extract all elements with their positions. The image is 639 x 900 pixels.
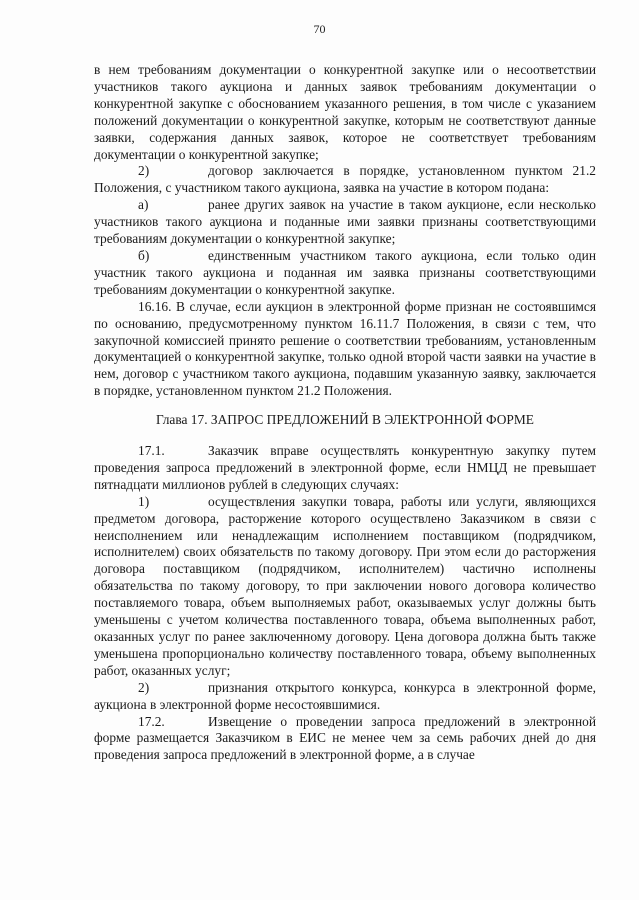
paragraph-text: единственным участником такого аукциона, если только один участник такого аукциона и поданная им заявка признаны соответствующими требованиям документации о конкурентной закупке. [94,247,596,297]
item-number: 17.2. [138,713,165,729]
paragraph-text: признания открытого конкурса, конкурса в электронной форме, аукциона в электронной форме несостоявшимися. [94,679,596,712]
item-number: б) [138,247,150,263]
paragraph-17-2 [94,714,596,765]
paragraph-text: договор заключается в порядке, установленном пунктом 21.2 Положения, с участником такого аукциона, заявка на участие в котором подана: [94,163,596,196]
page-number: 70 [313,22,326,36]
item-number: а) [138,197,149,213]
paragraph-continuation [94,62,596,163]
document-body [94,62,596,764]
paragraph-text: ранее других заявок на участие в таком аукционе, если несколько участников такого аукциона и поданные ими заявки признаны соответствующими требованиям документации о конкурентной закупке; [94,197,596,247]
paragraph-text: в нем требованиям документации о конкурентной закупке или о несоответствии участников такого аукциона и данных заявок требованиям документации о конкурентной закупке с обоснованием указанного решения, в том числе с указанием положений документации о конкурентной закупке, которым не соответствуют данные заявки, содержания данных заявок, которое не соответствует требованиям документации о конкурентной закупке; [94,62,596,162]
chapter-title: Глава 17. ЗАПРОС ПРЕДЛОЖЕНИЙ В ЭЛЕКТРОННОЙ ФОРМЕ [156,412,534,428]
item-number: 1) [138,493,150,509]
paragraph-item-1 [94,494,596,680]
item-number: 2) [138,679,150,695]
item-number: 2) [138,163,150,179]
paragraph-text: 16.16. В случае, если аукцион в электронной форме признан не состоявшимся по основанию, предусмотренному пунктом 16.11.7 Положения, в связи с тем, что закупочной комиссией принято решение о соответствии требованиям, установленным документацией о конкурентной закупке, только одной второй части заявки на участие в нем, договор с участником такого аукциона, подавшим указанную заявку, заключается в порядке, установленном пунктом 21.2 Положения. [94,298,596,399]
paragraph-item-2 [94,163,596,197]
paragraph-text: Заказчик вправе осуществлять конкурентную закупку путем проведения запроса предложений в электронной форме, если НМЦД не превышает пятнадцати миллионов рублей в следующих случаях: [94,443,596,492]
paragraph-item-a [94,197,596,248]
paragraph-text: Извещение о проведении запроса предложений в электронной форме размещается Заказчиком в ЕИС не менее чем за семь рабочих дней до дня проведения запроса предложений в электронной форме, а в случае [94,713,596,763]
paragraph-17-1 [94,443,596,494]
paragraph-text: осуществления закупки товара, работы или услуги, являющихся предметом договора, расторжение которого осуществлено Заказчиком в связи с неисполнением или ненадлежащим исполнением поставщиком (подрядчиком, исполнителем) своих обязательств по такому договору. При этом если до расторжения договора поставщиком (подрядчиком, исполнителем) частично исполнены обязательства по такому договору, то при заключении нового договора количество поставляемого товара, объем выполняемых работ, оказываемых услуг должны быть уменьшены с учетом количества поставленного товара, объема выполненных работ, оказанных услуг по ранее заключенному договору. Цена договора должна быть также уменьшена пропорционально количеству поставленного товара, объему выполненных работ, оказанных услуг; [94,493,596,678]
paragraph-16-16 [94,299,596,400]
item-number: 17.1. [138,443,165,459]
paragraph-item-b [94,248,596,299]
paragraph-item-2b [94,680,596,714]
